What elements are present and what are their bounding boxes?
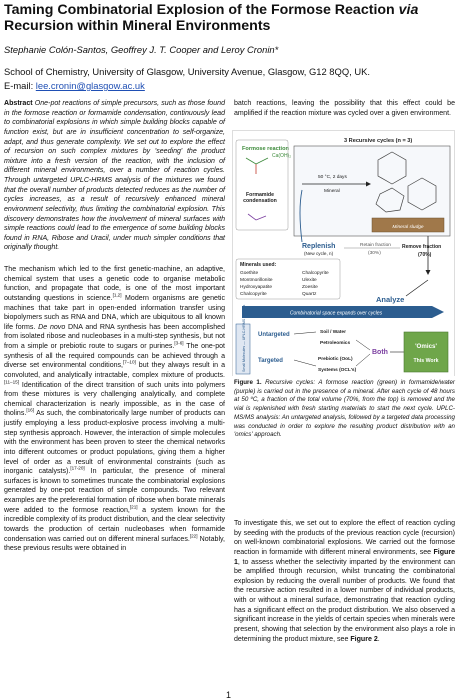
mineral-label: Mineral xyxy=(324,189,340,194)
formose-formula: Ca(OH)₂ xyxy=(272,153,292,159)
citation[interactable]: [7–10] xyxy=(123,359,136,365)
citation[interactable]: [21] xyxy=(129,504,138,510)
body-text: To investigate this, we set out to explore the effect of reaction cycling by seeding with the products of the previous reaction cycle (recursion) on well-known combinatorial explosions. We carried out the formose reaction in formamide with different mineral environments, see xyxy=(234,520,455,556)
figure-1-reference[interactable]: Figure 1 xyxy=(234,548,455,566)
paper-title xyxy=(4,2,456,34)
remove-label: Remove fraction xyxy=(402,244,442,250)
intro-text-10: Notably, these previous results were obtained in xyxy=(4,535,225,553)
abstract-text: One-pot reactions of simple precursors, such as those found in the formose reaction or formamide condensation, continuously lead to combinatorial explosions in which simple building blocks capable of function exist, but are in insufficient concentration to self-organize, adapt, and thus generate complexity. We set out to explore the effect of recursion on such complex mixtures by 'seeding' the product mixture into a fresh version of the reaction, with the inclusion of different mineral environments, over a number of reaction cycles. Through untargeted UPLC-HRMS analysis of the mixtures we found that the overall number of products detected reduces as the number of cycles increases, as a result of recursively enhanced mineral environment selectivity, thus limiting the combinatorial explosion. This discovery demonstrates how the involvement of mineral surfaces with simple reactions could lead to the emergence of some building blocks found in RNA, Ribose and Uracil, under much simpler conditions that originally thought. xyxy=(4,100,225,252)
email-link[interactable]: lee.cronin@glasgow.ac.uk xyxy=(35,80,145,91)
side-label: Small Molecules — UPLC-HRMS Analysis xyxy=(242,304,246,372)
this-work-label: This Work xyxy=(413,358,439,364)
mineral-item: Goethite xyxy=(240,271,259,276)
targeted-label: Targeted xyxy=(258,358,283,364)
body-text: . xyxy=(377,635,380,643)
intro-paragraph xyxy=(4,265,225,554)
intro-text-6: Identification of the direct transition of such units into polymers from these mixtures is very challenging analytically, and complete chemical characterization is nearly impossible, as in the case of tholins. xyxy=(4,381,225,418)
right-column-top: batch reactions, leaving the possibility that this effect could be amplified if the reaction mixture was cycled over a given environment. xyxy=(234,100,455,117)
intro-text-3: DNA and RNA synthesis has been accomplished from isolated ribose and nucleobases in a multi-step synthesis, but not from a simple or prebiotic route to sugars or purines. xyxy=(4,323,225,350)
intro-denovo: De novo xyxy=(38,323,66,331)
caption-text-a: Recursive cycles: A formose reaction (green) in formamide/water (purple) is carried out in the presence of a mineral. After each cycle of 48 hours at 50 ºC, a fraction of the total volume (70%, from the top) is removed and the vial is replenished with fresh starting materials to start the next cycle. xyxy=(234,379,455,413)
email-label: E-mail: xyxy=(4,80,36,91)
figure-1 xyxy=(232,130,455,376)
soil-water-label: Soil / Water xyxy=(320,330,346,335)
mineral-item: Chalcopyrite xyxy=(240,292,267,297)
both-label: Both xyxy=(372,349,388,356)
retain-pct: (30%) xyxy=(368,251,381,256)
email-row xyxy=(4,80,145,91)
prebiotic-label: Prebiotic (OoL) xyxy=(318,357,353,362)
intro-text-7: As such, the combinatorically large number of products can justify employing a less product-explosive process involving a multi-step synthesis approach. However, the interaction of simple molecules with the environment has been proven to steer the chemical networks into different outcomes or product populations, giving them a higher level of order as a result of environmental constraints (such as inorganic catalysts). xyxy=(4,410,225,476)
right-column-bottom xyxy=(234,519,455,644)
formose-label: Formose reaction xyxy=(242,146,289,152)
body-text: , to assess whether the selectivity imparted by the environment can be amplified through recursion, whilst truncating the combinatorial explosion by reducing the overall number of products. We found that the recursive action resulted in a lower number of individual products, with or without a mineral surface, demonstrating that reaction cycling has a significant effect on the product distribution. We also observed a significant increase in the yields of certain species when minerals were present, showing that selection by the environment also plays a role in determining the product mixture, see xyxy=(234,558,455,643)
intro-text-4: The one-pot synthesis of all the required compounds can be achieved through a diverse set environmental conditions, xyxy=(4,343,225,370)
caption-text-b: An untargeted analysis, followed by a targeted data processing was conducted in order to explore the resulting product distribution with an 'omics' approach. xyxy=(234,413,455,439)
mineral-item: Chalcopyrite xyxy=(302,271,329,276)
reaction-conditions: 50 °C, 2 days xyxy=(318,175,347,180)
analyze-label: Analyze xyxy=(376,295,405,304)
title-italic-via: via xyxy=(398,2,419,18)
intro-text-8: In particular, the presence of mineral surfaces is known to sometimes truncate the combinatorial explosions generated by one-pot reaction of simple compounds. Two relevant examples are the preferential formation of ribose when borate minerals were added to the formose reaction, xyxy=(4,468,225,514)
systems-label: Systems (OCL's) xyxy=(318,368,357,373)
affiliation: School of Chemistry, University of Glasgow, University Avenue, Glasgow, G12 8QQ, UK. xyxy=(4,66,370,77)
mineral-item: Quartz xyxy=(302,292,317,297)
abstract-label: Abstract xyxy=(4,100,33,107)
citation[interactable]: [16] xyxy=(26,408,34,414)
abstract xyxy=(4,99,225,253)
mineral-item: Zoesite xyxy=(302,285,318,290)
title-line1: Taming Combinatorial Explosion of the Formose Reaction xyxy=(4,2,399,18)
mineral-item: Montmorillonite xyxy=(240,278,273,283)
figure-2-reference[interactable]: Figure 2 xyxy=(350,635,378,643)
petroleomics-label: Petroleomics xyxy=(320,341,351,346)
recursive-title: 3 Recursive cycles (n = 3) xyxy=(344,138,413,144)
citation[interactable]: [22] xyxy=(189,533,198,539)
retain-label: Retain fraction xyxy=(360,243,391,248)
omics-label: 'Omics' xyxy=(415,343,437,350)
omics-box xyxy=(404,332,448,372)
untargeted-label: Untargeted xyxy=(258,332,290,338)
caption-label: Figure 1. xyxy=(234,379,262,386)
new-cycle-label: (New cycle, n) xyxy=(304,251,334,256)
mineral-item: Hydroxyapatite xyxy=(240,285,272,290)
citation[interactable]: [17-20] xyxy=(70,465,85,471)
mineral-sludge-label: Mineral sludge xyxy=(392,225,424,230)
minerals-title: Minerals used: xyxy=(240,262,277,268)
citation[interactable]: [3-6] xyxy=(174,340,184,346)
figure-1-caption xyxy=(234,379,455,440)
page-number: 1 xyxy=(226,690,232,700)
intro-text-1: The mechanism which led to the first genetic-machine, an adaptive, chemical system that uses a genetic code to organise metabolic function, and propagate that code, is one of the most important outstanding questions in science. xyxy=(4,266,225,302)
remove-pct: (70%) xyxy=(418,252,432,258)
mineral-item: Ulexite xyxy=(302,278,317,283)
title-line2: Recursion within Mineral Environments xyxy=(4,18,271,34)
intro-text-9: a system known for the incredible complexity of its product distribution, and the clear selectivity towards the production of certain nucleobases when formamide condensation was carried out on different mineral surfaces. xyxy=(4,506,225,543)
formamide-label: Formamide condensation xyxy=(243,192,277,204)
intro-text-5: but they always result in a convoluted, and analytically intractable, complex mixture of products. xyxy=(4,362,225,379)
author-list: Stephanie Colón-Santos, Geoffrey J. T. Cooper and Leroy Cronin* xyxy=(4,44,279,55)
citation[interactable]: [11–15] xyxy=(4,379,19,385)
intro-text-2: Modern organisms are genetic machines that take part in open-ended information transfer using biopolymers such as RNA and DNA, which are ubiquitous to all known life forms. xyxy=(4,294,225,331)
caption-uplc-label: UPLC-MS/MS analysis: xyxy=(234,405,455,421)
replenish-label: Replenish xyxy=(302,243,336,250)
left-column xyxy=(4,99,225,554)
citation[interactable]: [1,2] xyxy=(112,292,122,298)
combinatorial-space-label: Combinatorial space expands over cycles xyxy=(289,310,383,317)
